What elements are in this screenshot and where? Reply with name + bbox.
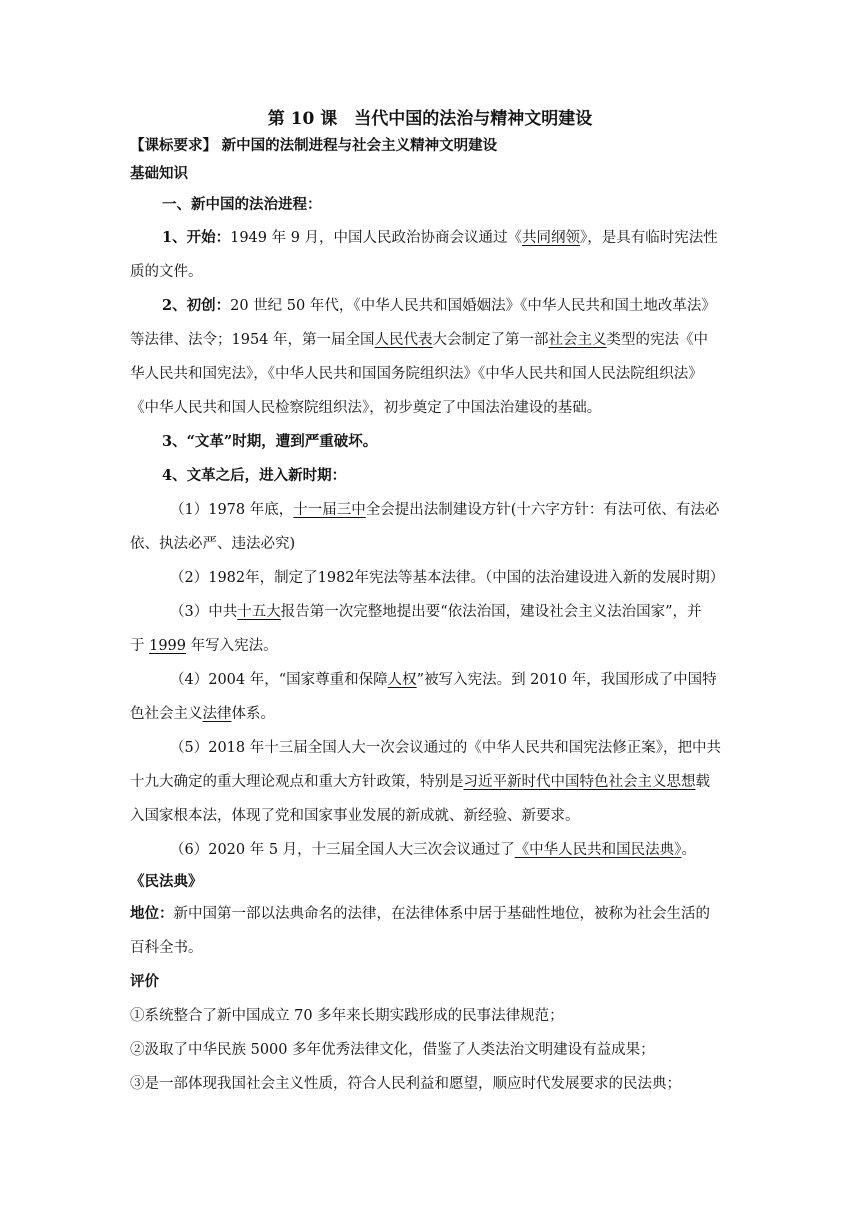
text-span: 体系。 bbox=[231, 706, 275, 722]
text-span: 十九大确定的重大理论观点和重大方针政策，特别是 bbox=[130, 774, 464, 790]
text-span: 新中国第一部以法典命名的法律，在法律体系中居于基础性地位，被称为社会生活的 bbox=[173, 906, 710, 922]
underlined-term: 人权 bbox=[387, 672, 417, 688]
section-heading-1: 一、新中国的法治进程： bbox=[162, 196, 322, 213]
evaluation-heading: 评价 bbox=[130, 973, 159, 990]
paragraph-4: 4、文革之后，进入新时期： bbox=[162, 467, 347, 484]
paragraph-2-line-3: 华人民共和国宪法》，《中华人民共和国国务院组织法》《中华人民共和国人民法院组织法》 bbox=[130, 366, 703, 382]
text-span: 于 bbox=[130, 638, 150, 654]
underlined-term: 社会主义 bbox=[548, 332, 607, 348]
paragraph-label: 1、开始： bbox=[162, 229, 231, 246]
text-span: 载 bbox=[695, 774, 710, 790]
standard-label: 【课标要求】 bbox=[130, 137, 217, 154]
paragraph-2-line-4: 《中华人民共和国人民检察院组织法》，初步奠定了中国法治建设的基础。 bbox=[130, 400, 602, 416]
sub-item-4-line-2 bbox=[130, 702, 730, 723]
sub-item-5-line-2 bbox=[130, 770, 730, 791]
paragraph-2-line-2 bbox=[130, 328, 730, 349]
page-title: 第 10 课 当代中国的法治与精神文明建设 bbox=[267, 109, 593, 129]
text-span: （6）2020 年 5 月，十三届全国人大三次会议通过了 bbox=[170, 842, 515, 858]
underlined-term: 法律 bbox=[202, 706, 232, 722]
status-line-2: 百科全书。 bbox=[130, 940, 203, 956]
paragraph-label: 2、初创： bbox=[162, 297, 231, 314]
text-span: （4）2004 年，“国家尊重和保障 bbox=[170, 672, 388, 688]
basic-knowledge-heading: 基础知识 bbox=[130, 165, 188, 182]
text-span: 20 世纪 50 年代，《中华人民共和国婚姻法》《中华人民共和国土地改革法》 bbox=[230, 298, 716, 314]
text-span: 报告第一次完整地提出要“依法治国，建设社会主义法治国家”，并 bbox=[280, 604, 702, 620]
text-span: 等法律、法令；1954 年，第一届全国 bbox=[130, 332, 375, 348]
underlined-term: 《中华人民共和国民法典》 bbox=[514, 842, 682, 858]
underlined-term: 十五大 bbox=[237, 604, 281, 620]
text-span: 1949 年 9 月，中国人民政治协商会议通过《 bbox=[230, 230, 523, 246]
sub-item-1-line-2: 依、执法必严、违法必究) bbox=[130, 536, 296, 552]
text-span: 。 bbox=[681, 842, 696, 858]
paragraph-1-line-2: 质的文件。 bbox=[130, 264, 203, 280]
text-span: 全会提出法制建设方针(十六字方针：有法可依、有法必 bbox=[365, 502, 720, 518]
underlined-term: 十一届三中 bbox=[293, 502, 366, 518]
sub-item-3-line-2 bbox=[130, 634, 730, 655]
evaluation-item-3: ③是一部体现我国社会主义性质，符合人民利益和愿望，顺应时代发展要求的民法典； bbox=[130, 1076, 681, 1092]
paragraph-2-line-1 bbox=[162, 294, 762, 315]
text-span: （1）1978 年底， bbox=[170, 502, 294, 518]
standard-requirement bbox=[130, 134, 730, 155]
text-span: （3）中共 bbox=[170, 604, 238, 620]
sub-item-1-line-1 bbox=[170, 498, 770, 519]
underlined-term: 习近平新时代中国特色社会主义思想 bbox=[463, 774, 696, 790]
sub-item-2: （2）1982年，制定了1982年宪法等基本法律。（中国的法治建设进入新的发展时期） bbox=[170, 570, 725, 586]
paragraph-3: 3、“文革”时期，遭到严重破坏。 bbox=[162, 433, 378, 450]
evaluation-item-2: ②汲取了中华民族 5000 多年优秀法律文化，借鉴了人类法治文明建设有益成果； bbox=[130, 1042, 655, 1058]
underlined-term: 人民代表 bbox=[374, 332, 433, 348]
text-span: 类型的宪法《中 bbox=[606, 332, 709, 348]
status-label: 地位： bbox=[130, 905, 174, 922]
text-span: 》，是具有临时宪法性 bbox=[580, 230, 718, 246]
underlined-term: 共同纲领 bbox=[522, 230, 581, 246]
paragraph-1-line-1 bbox=[162, 226, 762, 247]
sub-item-6 bbox=[170, 838, 770, 859]
text-span: 大会制定了第一部 bbox=[432, 332, 549, 348]
underlined-term: 1999 bbox=[149, 638, 187, 654]
status-line-1 bbox=[130, 902, 730, 923]
sub-item-4-line-1 bbox=[170, 668, 770, 689]
evaluation-item-1: ①系统整合了新中国成立 70 多年来长期实践形成的民事法律规范； bbox=[130, 1008, 564, 1024]
text-span: ”被写入宪法。到 2010 年，我国形成了中国特 bbox=[416, 672, 717, 688]
sub-item-5-line-1: （5）2018 年十三届全国人大一次会议通过的《中华人民共和国宪法修正案》，把中共 bbox=[170, 740, 721, 756]
sub-item-3-line-1 bbox=[170, 600, 770, 621]
civil-code-heading: 《民法典》 bbox=[130, 873, 203, 890]
text-span: 色社会主义 bbox=[130, 706, 203, 722]
sub-item-5-line-3: 入国家根本法，体现了党和国家事业发展的新成就、新经验、新要求。 bbox=[130, 808, 580, 824]
text-span: 年写入宪法。 bbox=[186, 638, 278, 654]
standard-text: 新中国的法制进程与社会主义精神文明建设 bbox=[221, 137, 498, 154]
